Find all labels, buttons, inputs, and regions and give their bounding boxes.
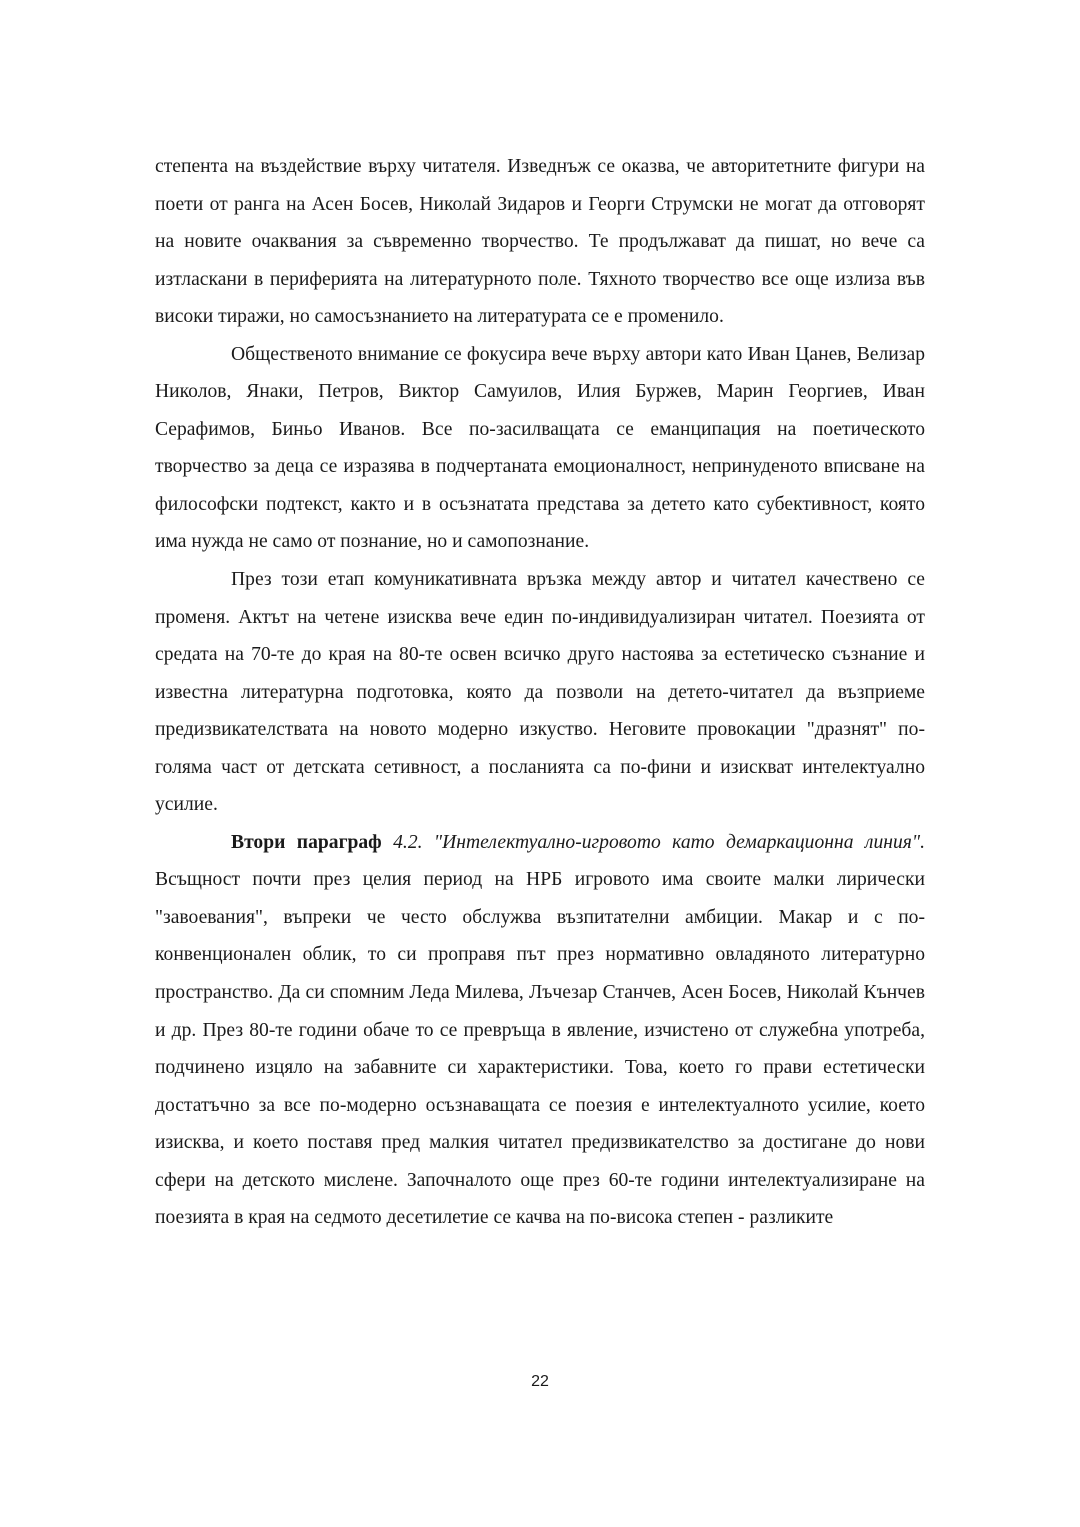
paragraph-4-text: Всъщност почти през целия период на НРБ игровото има своите малки лирически "завоевания", въпреки че често обслужва възпитателни амбиции. Макар и с по-конвенционален облик, то си проправя път през нормативно овладяното литературно пространство. Да си спомним Леда Милева, Лъчезар Станчев, Асен Босев, Николай Кънчев и др. През 80-те години обаче то се превръща в явление, изчистено от служебна употреба, подчинено изцяло на забавните си характеристики. Това, което го прави естетически достатъчно за все по-модерно осъзнаващата се поезия е интелектуалното усилие, което изисква, и което поставя пред малкия читател предизвикателство за достигане до нови сфери на детското мислене. Започналото още през 60-те години интелектуализиране на поезията в края на седмото десетилетие се качва на по-висока степен - разликите (155, 869, 925, 1229)
paragraph-2: Общественото внимание се фокусира вече върху автори като Иван Цанев, Велизар Николов, Янаки, Петров, Виктор Самуилов, Илия Буржев, Марин Георгиев, Иван Серафимов, Биньо Иванов. Все по-засилващата се еманципация на поетическото творчество за деца се изразява в подчертаната емоционалност, непринуденото вписване на философски подтекст, както и в осъзнатата представа за детето като субективност, която има нужда не само от познание, но и самопознание. (155, 343, 925, 553)
section-heading-label: Втори параграф (231, 831, 382, 853)
paragraph-1: степента на въздействие върху читателя. Изведнъж се оказва, че авторитетните фигури на поети от ранга на Асен Босев, Николай Зидаров и Георги Струмски не могат да отговорят на новите очаквания за съвременно творчество. Те продължават да пишат, но вече са изтласкани в периферията на литературното поле. Тяхното творчество все още излиза във високи тиражи, но самосъзнанието на литературата се е променило. (155, 156, 925, 328)
paragraph-3: През този етап комуникативната връзка между автор и читател качествено се променя. Актът на четене изисква вече един по-индивидуализиран читател. Поезията от средата на 70-те до края на 80-те освен всичко друго настоява за естетическо съзнание и известна литературна подготовка, която да позволи на детето-читател да възприеме предизвикателствата на новото модерно изкуство. Неговите провокации "дразнят" по-голяма част от детската сетивност, а посланията са по-фини и изискват интелектуално усилие. (155, 569, 925, 816)
body-text (155, 148, 925, 1237)
section-title: 4.2. "Интелектуално-игровото като демаркационна линия". (393, 831, 925, 853)
paragraph-4 (155, 824, 925, 1237)
page-number: 22 (531, 1373, 549, 1390)
